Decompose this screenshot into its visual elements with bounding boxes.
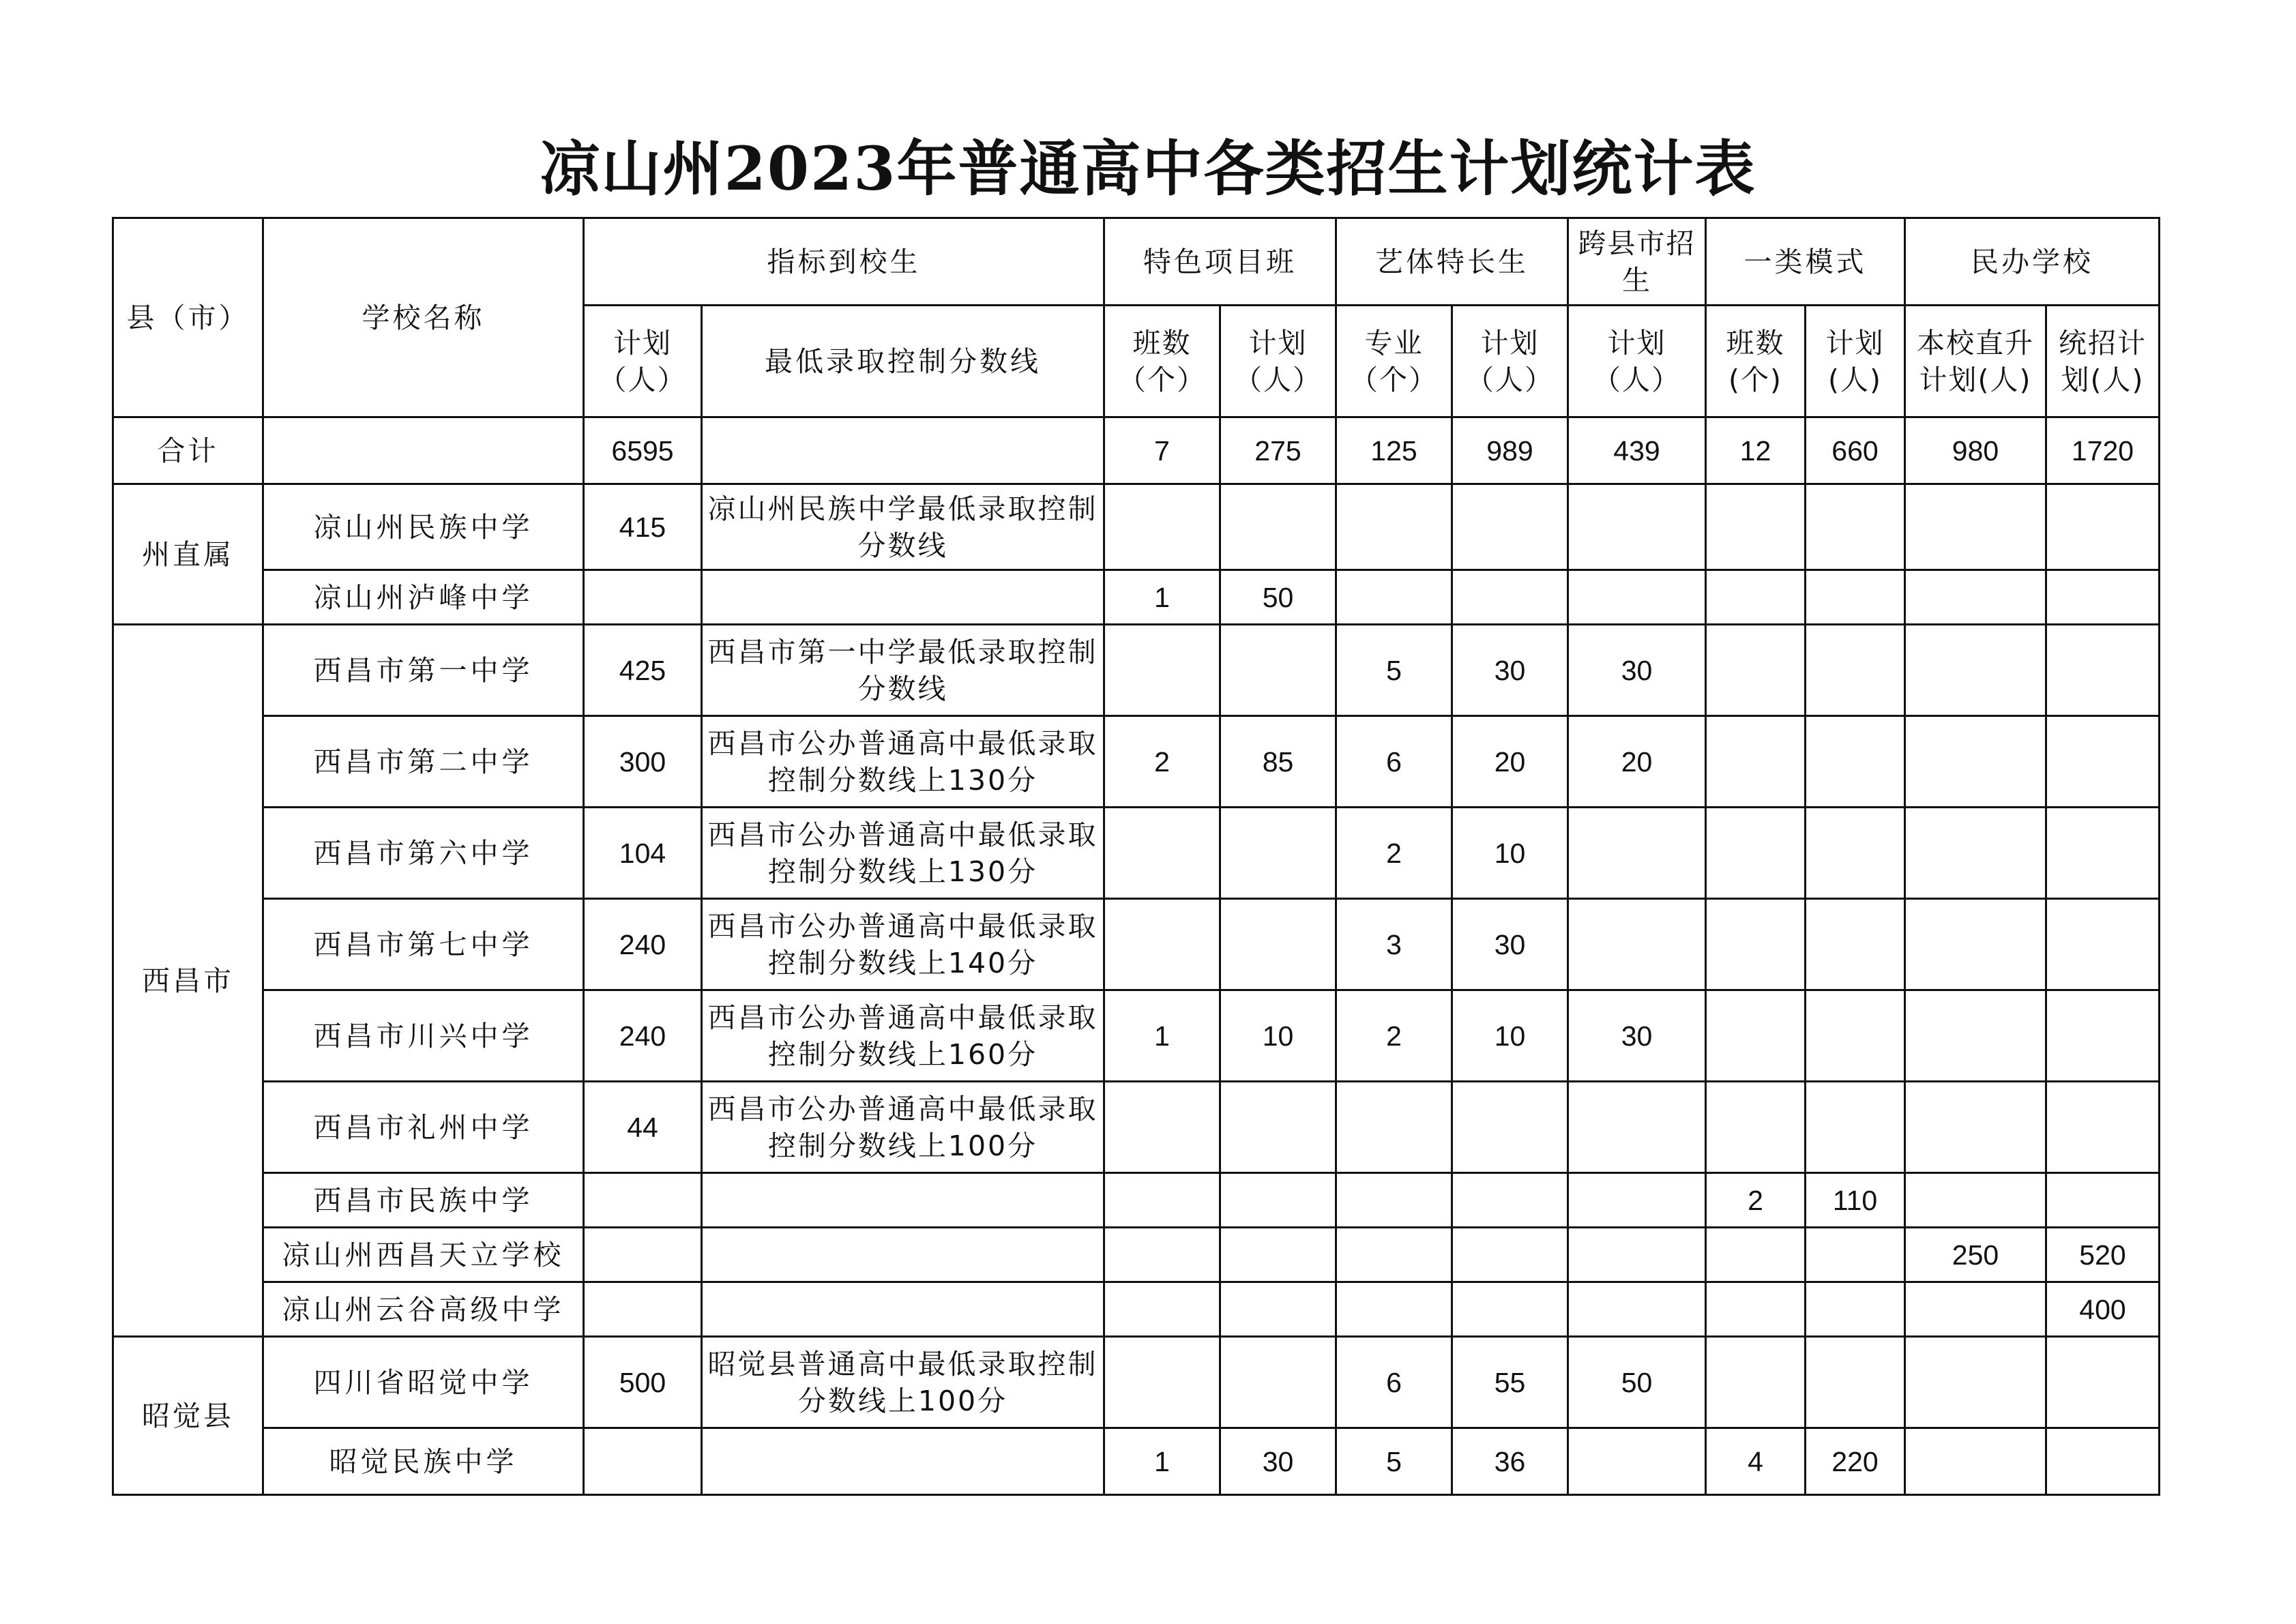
quota-plan-cell: 425 (584, 625, 702, 716)
table-row (113, 808, 2160, 899)
school-name-cell: 西昌市川兴中学 (263, 990, 584, 1082)
private-direct-cell (1905, 1428, 2046, 1495)
quota-plan-cell (584, 1282, 702, 1337)
quota-plan-cell: 300 (584, 716, 702, 808)
arts-plan-cell: 30 (1452, 899, 1568, 990)
private-unified-cell (2046, 1173, 2160, 1228)
header-school-name: 学校名称 (263, 218, 584, 417)
class1-plan-cell (1806, 1337, 1905, 1428)
private-direct-cell (1905, 1082, 2046, 1173)
feature-plan-cell: 10 (1220, 990, 1336, 1082)
private-direct-cell (1905, 990, 2046, 1082)
arts-plan-cell (1452, 1282, 1568, 1337)
class1-plan-cell (1806, 625, 1905, 716)
arts-plan-cell (1452, 1173, 1568, 1228)
school-name-cell: 西昌市第六中学 (263, 808, 584, 899)
enrollment-plan-table (112, 217, 2160, 1496)
quota-plan-cell: 44 (584, 1082, 702, 1173)
threshold-cell: 西昌市公办普通高中最低录取控制分数线上130分 (702, 808, 1104, 899)
feature-classes-cell: 2 (1104, 716, 1220, 808)
class1-classes-cell (1706, 899, 1806, 990)
arts-plan-cell (1452, 1228, 1568, 1282)
arts-plan-cell: 10 (1452, 808, 1568, 899)
quota-plan-cell: 500 (584, 1337, 702, 1428)
school-name-cell: 凉山州泸峰中学 (263, 570, 584, 625)
total-arts-majors: 125 (1336, 417, 1452, 484)
arts-plan-cell: 36 (1452, 1428, 1568, 1495)
threshold-cell: 西昌市第一中学最低录取控制分数线 (702, 625, 1104, 716)
header-county: 县（市） (113, 218, 263, 417)
total-quota-plan: 6595 (584, 417, 702, 484)
private-unified-cell: 400 (2046, 1282, 2160, 1337)
county-cell: 昭觉县 (113, 1337, 263, 1495)
total-class1-plan: 660 (1806, 417, 1905, 484)
feature-plan-cell (1220, 1337, 1336, 1428)
total-arts-plan: 989 (1452, 417, 1568, 484)
feature-classes-cell (1104, 1282, 1220, 1337)
header-private-direct: 本校直升计划(人) (1905, 306, 2046, 417)
class1-plan-cell: 110 (1806, 1173, 1905, 1228)
cross-plan-cell (1568, 1228, 1706, 1282)
arts-plan-cell: 55 (1452, 1337, 1568, 1428)
class1-classes-cell (1706, 990, 1806, 1082)
arts-majors-cell (1336, 570, 1452, 625)
feature-classes-cell (1104, 1082, 1220, 1173)
class1-plan-cell (1806, 1082, 1905, 1173)
class1-classes-cell (1706, 1228, 1806, 1282)
private-unified-cell (2046, 1428, 2160, 1495)
private-unified-cell (2046, 899, 2160, 990)
class1-classes-cell (1706, 1337, 1806, 1428)
header-quota-group: 指标到校生 (584, 218, 1104, 306)
feature-classes-cell (1104, 899, 1220, 990)
header-feature-group: 特色项目班 (1104, 218, 1336, 306)
school-name-cell: 四川省昭觉中学 (263, 1337, 584, 1428)
private-direct-cell (1905, 484, 2046, 570)
private-direct-cell (1905, 625, 2046, 716)
page-title: 凉山州2023年普通高中各类招生计划统计表 (540, 133, 1756, 204)
private-direct-cell (1905, 1173, 2046, 1228)
header-arts-plan: 计划（人） (1452, 306, 1568, 417)
cross-plan-cell: 30 (1568, 990, 1706, 1082)
quota-plan-cell: 240 (584, 990, 702, 1082)
cross-plan-cell: 50 (1568, 1337, 1706, 1428)
threshold-cell (702, 1428, 1104, 1495)
arts-majors-cell: 6 (1336, 716, 1452, 808)
school-name-cell: 昭觉民族中学 (263, 1428, 584, 1495)
threshold-cell (702, 570, 1104, 625)
feature-plan-cell (1220, 1282, 1336, 1337)
class1-plan-cell (1806, 484, 1905, 570)
arts-majors-cell: 5 (1336, 1428, 1452, 1495)
quota-plan-cell (584, 570, 702, 625)
class1-plan-cell (1806, 990, 1905, 1082)
private-unified-cell (2046, 716, 2160, 808)
header-cross-plan: 计划（人） (1568, 306, 1706, 417)
arts-majors-cell: 5 (1336, 625, 1452, 716)
feature-plan-cell: 50 (1220, 570, 1336, 625)
arts-majors-cell (1336, 484, 1452, 570)
private-direct-cell (1905, 899, 2046, 990)
arts-majors-cell (1336, 1082, 1452, 1173)
cross-plan-cell (1568, 1428, 1706, 1495)
threshold-cell: 西昌市公办普通高中最低录取控制分数线上140分 (702, 899, 1104, 990)
threshold-cell (702, 1228, 1104, 1282)
class1-classes-cell (1706, 1082, 1806, 1173)
cross-plan-cell: 30 (1568, 625, 1706, 716)
class1-classes-cell (1706, 484, 1806, 570)
table-row (113, 1082, 2160, 1173)
threshold-cell (702, 1282, 1104, 1337)
total-cross-plan: 439 (1568, 417, 1706, 484)
quota-plan-cell: 240 (584, 899, 702, 990)
table-row (113, 1173, 2160, 1228)
table-row (113, 899, 2160, 990)
table-row (113, 484, 2160, 570)
arts-plan-cell (1452, 570, 1568, 625)
header-cross-group: 跨县市招生 (1568, 218, 1706, 306)
total-class1-classes: 12 (1706, 417, 1806, 484)
school-name-cell: 西昌市第一中学 (263, 625, 584, 716)
class1-plan-cell: 220 (1806, 1428, 1905, 1495)
school-name-cell: 西昌市第二中学 (263, 716, 584, 808)
cross-plan-cell (1568, 1082, 1706, 1173)
cross-plan-cell: 20 (1568, 716, 1706, 808)
table-row (113, 570, 2160, 625)
private-direct-cell (1905, 716, 2046, 808)
threshold-cell: 西昌市公办普通高中最低录取控制分数线上130分 (702, 716, 1104, 808)
header-private-group: 民办学校 (1905, 218, 2160, 306)
feature-plan-cell (1220, 1082, 1336, 1173)
header-arts-majors: 专业（个） (1336, 306, 1452, 417)
feature-classes-cell (1104, 1228, 1220, 1282)
arts-majors-cell (1336, 1228, 1452, 1282)
header-arts-group: 艺体特长生 (1336, 218, 1568, 306)
cross-plan-cell (1568, 808, 1706, 899)
quota-plan-cell: 104 (584, 808, 702, 899)
threshold-cell: 西昌市公办普通高中最低录取控制分数线上100分 (702, 1082, 1104, 1173)
cross-plan-cell (1568, 899, 1706, 990)
threshold-cell: 昭觉县普通高中最低录取控制分数线上100分 (702, 1337, 1104, 1428)
header-quota-plan: 计划（人） (584, 306, 702, 417)
county-cell: 西昌市 (113, 625, 263, 1337)
arts-plan-cell: 10 (1452, 990, 1568, 1082)
arts-majors-cell (1336, 1282, 1452, 1337)
feature-classes-cell (1104, 625, 1220, 716)
header-class1-group: 一类模式 (1706, 218, 1905, 306)
school-name-cell: 凉山州云谷高级中学 (263, 1282, 584, 1337)
private-direct-cell (1905, 1337, 2046, 1428)
arts-majors-cell: 2 (1336, 990, 1452, 1082)
total-feature-classes: 7 (1104, 417, 1220, 484)
threshold-cell: 凉山州民族中学最低录取控制分数线 (702, 484, 1104, 570)
class1-classes-cell (1706, 570, 1806, 625)
private-unified-cell (2046, 990, 2160, 1082)
feature-classes-cell: 1 (1104, 990, 1220, 1082)
class1-classes-cell (1706, 716, 1806, 808)
total-label: 合计 (113, 417, 263, 484)
arts-majors-cell: 2 (1336, 808, 1452, 899)
feature-classes-cell: 1 (1104, 570, 1220, 625)
feature-plan-cell (1220, 625, 1336, 716)
table-row (113, 716, 2160, 808)
private-unified-cell (2046, 1337, 2160, 1428)
class1-classes-cell (1706, 1282, 1806, 1337)
feature-classes-cell (1104, 1173, 1220, 1228)
header-class1-plan: 计划(人) (1806, 306, 1905, 417)
private-unified-cell (2046, 808, 2160, 899)
threshold-cell: 西昌市公办普通高中最低录取控制分数线上160分 (702, 990, 1104, 1082)
total-private-direct: 980 (1905, 417, 2046, 484)
total-threshold-cell (702, 417, 1104, 484)
quota-plan-cell (584, 1228, 702, 1282)
private-direct-cell: 250 (1905, 1228, 2046, 1282)
total-feature-plan: 275 (1220, 417, 1336, 484)
feature-plan-cell (1220, 1228, 1336, 1282)
cross-plan-cell (1568, 484, 1706, 570)
cross-plan-cell (1568, 1173, 1706, 1228)
table-row (113, 1337, 2160, 1428)
class1-plan-cell (1806, 716, 1905, 808)
feature-plan-cell (1220, 1173, 1336, 1228)
class1-plan-cell (1806, 808, 1905, 899)
quota-plan-cell (584, 1428, 702, 1495)
private-unified-cell: 520 (2046, 1228, 2160, 1282)
header-quota-threshold: 最低录取控制分数线 (702, 306, 1104, 417)
feature-plan-cell: 85 (1220, 716, 1336, 808)
school-name-cell: 西昌市礼州中学 (263, 1082, 584, 1173)
table-row (113, 625, 2160, 716)
header-feature-classes: 班数（个） (1104, 306, 1220, 417)
total-private-unified: 1720 (2046, 417, 2160, 484)
class1-plan-cell (1806, 1282, 1905, 1337)
class1-plan-cell (1806, 899, 1905, 990)
total-school-cell (263, 417, 584, 484)
table-row (113, 1228, 2160, 1282)
table-row (113, 990, 2160, 1082)
class1-classes-cell: 4 (1706, 1428, 1806, 1495)
header-feature-plan: 计划（人） (1220, 306, 1336, 417)
class1-plan-cell (1806, 570, 1905, 625)
cross-plan-cell (1568, 570, 1706, 625)
school-name-cell: 西昌市第七中学 (263, 899, 584, 990)
private-unified-cell (2046, 625, 2160, 716)
quota-plan-cell (584, 1173, 702, 1228)
feature-classes-cell (1104, 484, 1220, 570)
feature-classes-cell (1104, 1337, 1220, 1428)
feature-plan-cell (1220, 899, 1336, 990)
class1-classes-cell: 2 (1706, 1173, 1806, 1228)
school-name-cell: 西昌市民族中学 (263, 1173, 584, 1228)
header-class1-classes: 班数(个) (1706, 306, 1806, 417)
class1-classes-cell (1706, 808, 1806, 899)
table-row (113, 1428, 2160, 1495)
private-unified-cell (2046, 1082, 2160, 1173)
arts-plan-cell: 30 (1452, 625, 1568, 716)
class1-plan-cell (1806, 1228, 1905, 1282)
county-cell: 州直属 (113, 484, 263, 625)
private-direct-cell (1905, 808, 2046, 899)
total-row (113, 417, 2160, 484)
quota-plan-cell: 415 (584, 484, 702, 570)
school-name-cell: 凉山州民族中学 (263, 484, 584, 570)
private-unified-cell (2046, 484, 2160, 570)
cross-plan-cell (1568, 1282, 1706, 1337)
arts-majors-cell (1336, 1173, 1452, 1228)
feature-classes-cell (1104, 808, 1220, 899)
feature-plan-cell: 30 (1220, 1428, 1336, 1495)
table-row (113, 1282, 2160, 1337)
feature-classes-cell: 1 (1104, 1428, 1220, 1495)
arts-majors-cell: 3 (1336, 899, 1452, 990)
feature-plan-cell (1220, 484, 1336, 570)
threshold-cell (702, 1173, 1104, 1228)
private-unified-cell (2046, 570, 2160, 625)
private-direct-cell (1905, 570, 2046, 625)
header-private-unified: 统招计划(人) (2046, 306, 2160, 417)
private-direct-cell (1905, 1282, 2046, 1337)
feature-plan-cell (1220, 808, 1336, 899)
arts-majors-cell: 6 (1336, 1337, 1452, 1428)
school-name-cell: 凉山州西昌天立学校 (263, 1228, 584, 1282)
arts-plan-cell (1452, 484, 1568, 570)
arts-plan-cell: 20 (1452, 716, 1568, 808)
arts-plan-cell (1452, 1082, 1568, 1173)
class1-classes-cell (1706, 625, 1806, 716)
